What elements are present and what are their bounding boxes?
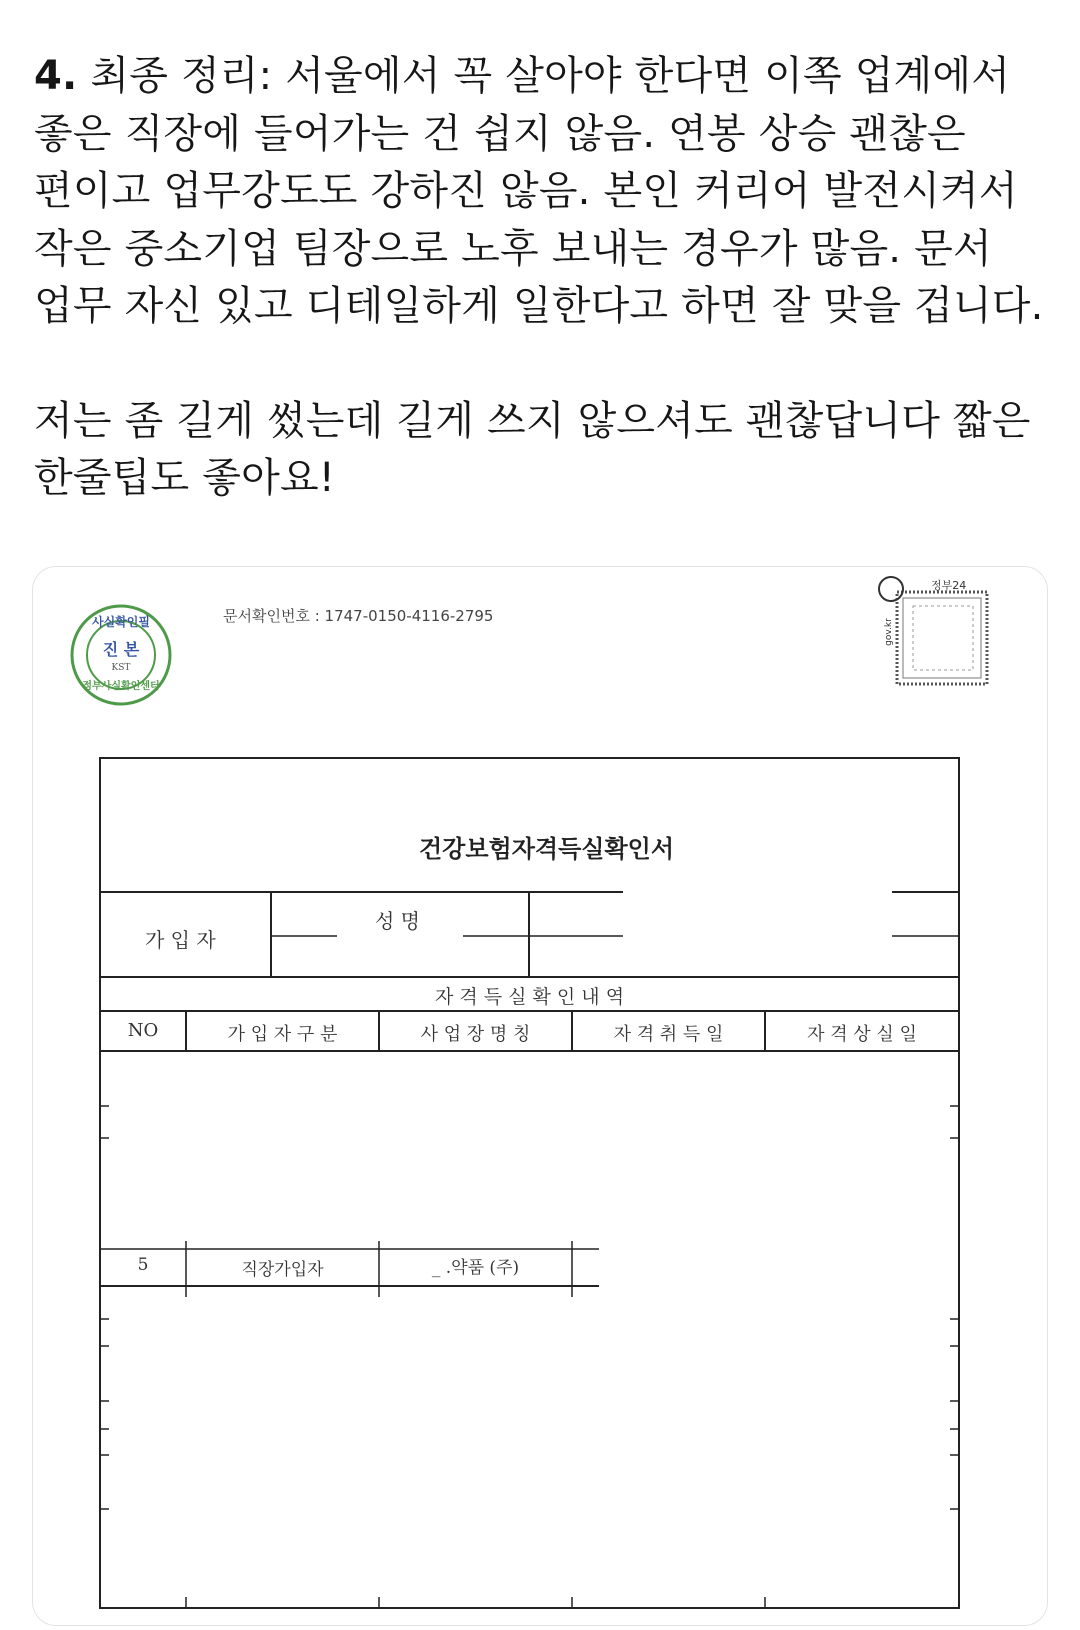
qr-label: 정부24 xyxy=(931,579,967,592)
column-header-workplace: 사 업 장 명 칭 xyxy=(420,1024,531,1045)
document-number: 문서확인번호 : 1747-0150-4116-2795 xyxy=(223,607,494,625)
qr-code-icon xyxy=(879,577,987,684)
post-body xyxy=(34,48,1044,508)
post-line: 좋은 직장에 들어가는 건 쉽지 않음. 연봉 상승 괜찮은 xyxy=(34,110,966,157)
post-line: 작은 중소기업 팀장으로 노후 보내는 경우가 많음. 문서 xyxy=(34,225,992,272)
post-line: 한줄팁도 좋아요! xyxy=(34,455,336,501)
column-header-acquired: 자 격 취 득 일 xyxy=(613,1024,724,1045)
post-line: 편이고 업무강도도 강하진 않음. 본인 커리어 발전시켜서 xyxy=(34,168,1018,214)
document-title: 건강보험자격득실확인서 xyxy=(418,835,675,863)
row-type: 직장가입자 xyxy=(241,1260,324,1280)
qr-side-label: gov.kr xyxy=(883,618,894,646)
name-label: 성 명 xyxy=(375,909,420,933)
post-line: 4. 최종 정리: 서울에서 꼭 살아야 한다면 이쪽 업계에서 xyxy=(34,53,1011,99)
certificate-table-lines xyxy=(100,758,959,1608)
row-workplace: _ .약품 (주) xyxy=(431,1258,520,1278)
post-line: 저는 좀 길게 썼는데 길게 쓰지 않으셔도 괜찮답니다 짧은 xyxy=(34,397,1031,444)
section-number: 4. xyxy=(34,53,78,99)
seal-bottom-text: 정부사실확인센터 xyxy=(82,681,160,692)
seal-center-text: 진 본 xyxy=(102,640,140,659)
insurance-certificate-document xyxy=(33,567,1047,1625)
post-line: 업무 자신 있고 디테일하게 일한다고 하면 잘 맞을 겁니다. xyxy=(34,283,1044,329)
column-header-lost: 자 격 상 실 일 xyxy=(807,1024,917,1045)
document-lines xyxy=(33,567,1048,1626)
column-header-type: 가 입 자 구 분 xyxy=(227,1024,338,1045)
section-label: 자 격 득 실 확 인 내 역 xyxy=(434,986,625,1008)
subscriber-label: 가 입 자 xyxy=(145,928,216,952)
row-no: 5 xyxy=(137,1255,149,1275)
seal-code-text: KST xyxy=(111,663,131,673)
attached-image-card[interactable] xyxy=(32,566,1048,1626)
seal-top-text: 사실확인필 xyxy=(92,615,150,629)
column-header-no: NO xyxy=(127,1020,159,1041)
